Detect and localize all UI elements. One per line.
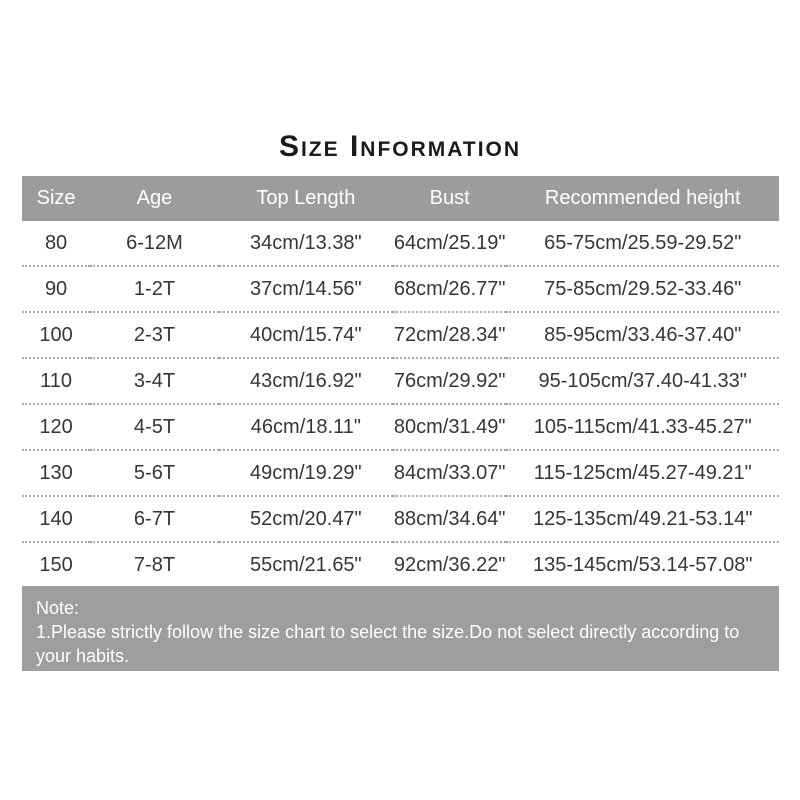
note-label: Note:: [36, 598, 80, 618]
table-row: [22, 496, 779, 542]
table-cell: 150: [22, 542, 90, 588]
table-cell: 7-8T: [90, 542, 219, 588]
table-cell: 90: [22, 266, 90, 312]
table-cell: 76cm/29.92": [393, 358, 507, 404]
page-title: Size Information: [278, 130, 522, 163]
table-cell: 72cm/28.34": [393, 312, 507, 358]
table-cell: 1-2T: [90, 266, 219, 312]
size-table: [22, 176, 779, 589]
table-cell: 4-5T: [90, 404, 219, 450]
table-cell: 125-135cm/49.21-53.14": [506, 496, 779, 542]
column-header: Age: [90, 176, 219, 221]
note-line-1: 1.Please strictly follow the size chart to select the size.Do not select directly according to your habits.: [36, 622, 740, 666]
table-cell: 130: [22, 450, 90, 496]
table-cell: 64cm/25.19": [393, 221, 507, 266]
table-cell: 115-125cm/45.27-49.21": [506, 450, 779, 496]
table-cell: 49cm/19.29": [219, 450, 393, 496]
table-cell: 80cm/31.49": [393, 404, 507, 450]
table-cell: 40cm/15.74": [219, 312, 393, 358]
table-row: [22, 404, 779, 450]
table-cell: 88cm/34.64": [393, 496, 507, 542]
table-cell: 80: [22, 221, 90, 266]
table-header-row: [22, 176, 779, 221]
table-cell: 65-75cm/25.59-29.52": [506, 221, 779, 266]
table-cell: 120: [22, 404, 90, 450]
table-cell: 6-7T: [90, 496, 219, 542]
table-cell: 3-4T: [90, 358, 219, 404]
column-header: Top Length: [219, 176, 393, 221]
table-cell: 135-145cm/53.14-57.08": [506, 542, 779, 588]
table-row: [22, 312, 779, 358]
table-cell: 34cm/13.38": [219, 221, 393, 266]
table-cell: 110: [22, 358, 90, 404]
table-cell: 140: [22, 496, 90, 542]
table-cell: 105-115cm/41.33-45.27": [506, 404, 779, 450]
table-cell: 5-6T: [90, 450, 219, 496]
table-cell: 100: [22, 312, 90, 358]
table-cell: 55cm/21.65": [219, 542, 393, 588]
table-row: [22, 221, 779, 266]
table-cell: 46cm/18.11": [219, 404, 393, 450]
table-row: [22, 358, 779, 404]
column-header: Size: [22, 176, 90, 221]
column-header: Bust: [393, 176, 507, 221]
column-header: Recommended height: [506, 176, 779, 221]
table-cell: 2-3T: [90, 312, 219, 358]
table-cell: 52cm/20.47": [219, 496, 393, 542]
note-line-2: 2.The size may have 1-3cm differs due to manual measurement.: [36, 670, 550, 690]
table-cell: 43cm/16.92": [219, 358, 393, 404]
table-row: [22, 542, 779, 588]
table-cell: 85-95cm/33.46-37.40": [506, 312, 779, 358]
table-cell: 95-105cm/37.40-41.33": [506, 358, 779, 404]
table-row: [22, 266, 779, 312]
table-cell: 84cm/33.07": [393, 450, 507, 496]
table-row: [22, 450, 779, 496]
table-cell: 37cm/14.56": [219, 266, 393, 312]
table-cell: 68cm/26.77": [393, 266, 507, 312]
table-cell: 6-12M: [90, 221, 219, 266]
table-cell: 75-85cm/29.52-33.46": [506, 266, 779, 312]
note-box: [22, 586, 779, 690]
table-cell: 92cm/36.22": [393, 542, 507, 588]
